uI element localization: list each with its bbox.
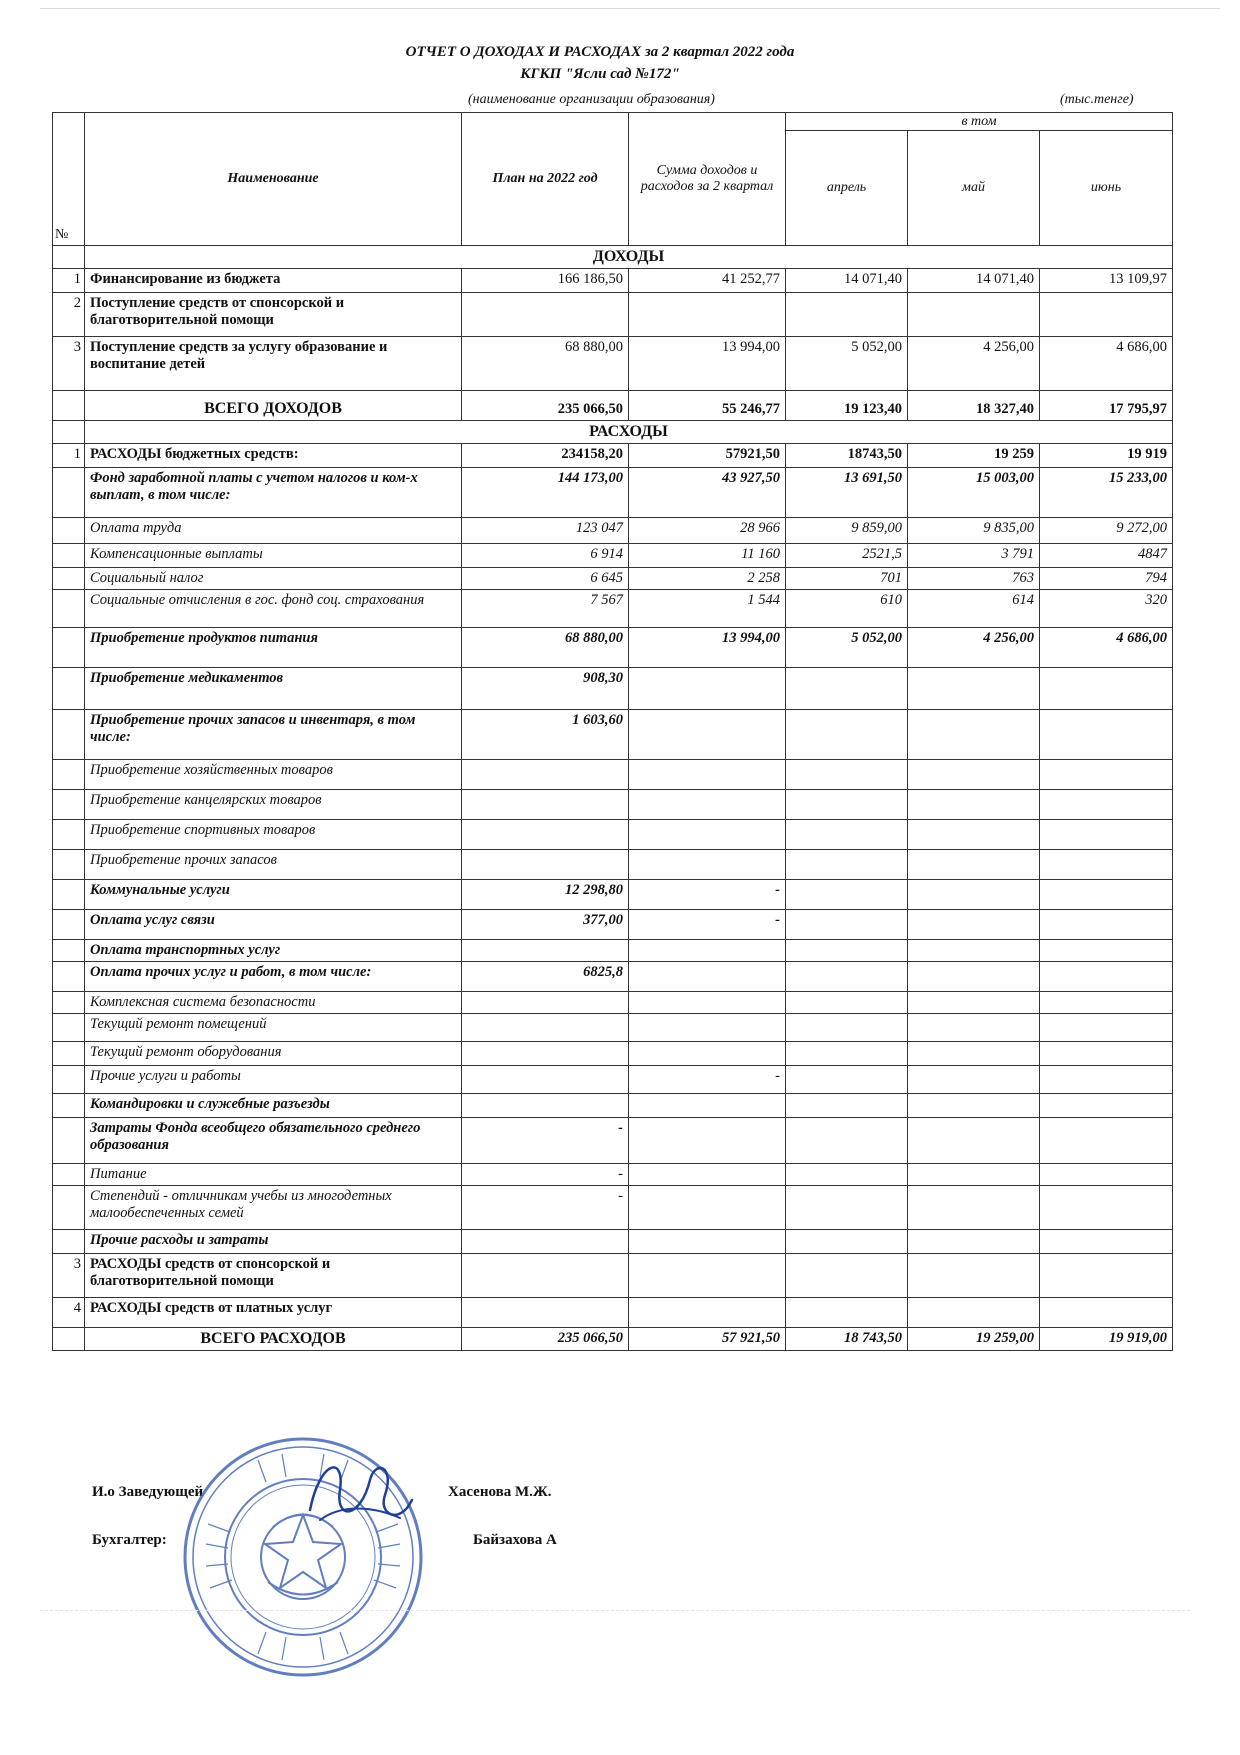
row-may: [908, 940, 1040, 962]
income-total-plan: 235 066,50: [462, 391, 629, 421]
row-april: 5 052,00: [786, 337, 908, 391]
row-number: [53, 710, 85, 760]
organization-name: КГКП "Ясли сад №172": [520, 66, 680, 82]
row-sum: 1 544: [629, 590, 786, 628]
row-june: 13 109,97: [1040, 269, 1173, 293]
row-june: [1040, 962, 1173, 992]
row-plan: 6 914: [462, 544, 629, 568]
expense-total-june: 19 919,00: [1040, 1328, 1173, 1351]
table-row: [53, 1014, 1173, 1042]
row-sum: [629, 668, 786, 710]
row-april: 14 071,40: [786, 269, 908, 293]
row-april: [786, 1186, 908, 1230]
row-number: [53, 1066, 85, 1094]
row-may: [908, 1164, 1040, 1186]
row-number: 3: [53, 337, 85, 391]
col-sum-header: Сумма доходов и расходов за 2 квартал: [629, 113, 786, 246]
row-june: 19 919: [1040, 444, 1173, 468]
report-title: ОТЧЕТ О ДОХОДАХ И РАСХОДАХ за 2 квартал 2022 года: [405, 44, 795, 60]
row-may: [908, 1042, 1040, 1066]
row-may: [908, 1094, 1040, 1118]
row-april: [786, 850, 908, 880]
row-june: [1040, 1118, 1173, 1164]
expense-total-may: 19 259,00: [908, 1328, 1040, 1351]
row-april: [786, 820, 908, 850]
row-name: Оплата прочих услуг и работ, в том числе:: [85, 962, 462, 992]
table-row: [53, 1042, 1173, 1066]
row-number: [53, 568, 85, 590]
row-plan: 6825,8: [462, 962, 629, 992]
row-april: [786, 760, 908, 790]
table-row: [53, 1186, 1173, 1230]
income-total-sum: 55 246,77: [629, 391, 786, 421]
row-sum: 41 252,77: [629, 269, 786, 293]
row-number: [53, 668, 85, 710]
row-sum: [629, 992, 786, 1014]
row-number: [53, 468, 85, 518]
expense-total-plan: 235 066,50: [462, 1328, 629, 1351]
col-may-header: май: [908, 131, 1040, 246]
row-may: [908, 710, 1040, 760]
col-group-header: в том: [786, 113, 1173, 131]
income-section-title: ДОХОДЫ: [85, 246, 1173, 269]
row-number: [53, 1042, 85, 1066]
table-row: [53, 910, 1173, 940]
row-june: 794: [1040, 568, 1173, 590]
row-name: Текущий ремонт помещений: [85, 1014, 462, 1042]
row-sum: [629, 1298, 786, 1328]
row-number: [53, 590, 85, 628]
row-april: [786, 710, 908, 760]
row-may: 4 256,00: [908, 337, 1040, 391]
row-april: 701: [786, 568, 908, 590]
row-sum: [629, 1042, 786, 1066]
row-april: [786, 1042, 908, 1066]
row-plan: [462, 992, 629, 1014]
row-plan: [462, 940, 629, 962]
row-name: Поступление средств от спонсорской и благотворительной помощи: [85, 293, 462, 337]
row-name: Затраты Фонда всеобщего обязательного среднего образования: [85, 1118, 462, 1164]
row-sum: [629, 1014, 786, 1042]
row-name: Поступление средств за услугу образование и воспитание детей: [85, 337, 462, 391]
row-plan: [462, 1014, 629, 1042]
row-sum: [629, 1230, 786, 1254]
row-june: 4 686,00: [1040, 337, 1173, 391]
row-number: [53, 1118, 85, 1164]
col-name-header: Наименование: [85, 113, 462, 246]
row-may: [908, 1118, 1040, 1164]
row-april: [786, 1066, 908, 1094]
row-may: [908, 1014, 1040, 1042]
row-sum: [629, 1254, 786, 1298]
row-name: Оплата услуг связи: [85, 910, 462, 940]
row-may: 763: [908, 568, 1040, 590]
row-april: [786, 1164, 908, 1186]
row-sum: 11 160: [629, 544, 786, 568]
row-sum: [629, 1164, 786, 1186]
row-may: 4 256,00: [908, 628, 1040, 668]
expense-section-title: РАСХОДЫ: [85, 421, 1173, 444]
table-row: [53, 1118, 1173, 1164]
row-may: [908, 910, 1040, 940]
table-row: [53, 1254, 1173, 1298]
row-may: [908, 1186, 1040, 1230]
table-row: [53, 468, 1173, 518]
row-name: Текущий ремонт оборудования: [85, 1042, 462, 1066]
row-number: [53, 628, 85, 668]
table-row: [53, 710, 1173, 760]
row-plan: 166 186,50: [462, 269, 629, 293]
table-row: [53, 293, 1173, 337]
row-april: [786, 668, 908, 710]
row-number: [53, 820, 85, 850]
row-sum: 28 966: [629, 518, 786, 544]
row-may: 9 835,00: [908, 518, 1040, 544]
row-april: [786, 1230, 908, 1254]
row-number: [53, 1014, 85, 1042]
row-plan: 68 880,00: [462, 628, 629, 668]
table-row: [53, 590, 1173, 628]
row-plan: 123 047: [462, 518, 629, 544]
row-june: 15 233,00: [1040, 468, 1173, 518]
row-sum: [629, 1118, 786, 1164]
expense-section-row: [53, 421, 1173, 444]
units-label: (тыс.тенге): [1060, 92, 1134, 107]
row-june: [1040, 880, 1173, 910]
row-plan: [462, 1066, 629, 1094]
row-number: [53, 790, 85, 820]
row-sum: 13 994,00: [629, 628, 786, 668]
table-row: [53, 880, 1173, 910]
row-plan: [462, 790, 629, 820]
accountant-name: Байзахова А: [473, 1532, 557, 1548]
row-june: [1040, 790, 1173, 820]
row-plan: -: [462, 1164, 629, 1186]
row-plan: [462, 1254, 629, 1298]
row-june: [1040, 668, 1173, 710]
row-name: Прочие расходы и затраты: [85, 1230, 462, 1254]
row-june: [1040, 1014, 1173, 1042]
row-april: [786, 293, 908, 337]
table-row: [53, 760, 1173, 790]
row-plan: 234158,20: [462, 444, 629, 468]
row-plan: [462, 1230, 629, 1254]
row-sum: [629, 790, 786, 820]
row-june: [1040, 710, 1173, 760]
organization-caption: (наименование организации образования): [468, 92, 715, 107]
row-plan: [462, 1298, 629, 1328]
row-number: [53, 992, 85, 1014]
col-june-header: июнь: [1040, 131, 1173, 246]
row-name: Социальные отчисления в гос. фонд соц. страхования: [85, 590, 462, 628]
row-sum: [629, 293, 786, 337]
row-plan: 908,30: [462, 668, 629, 710]
table-row: [53, 668, 1173, 710]
table-row: [53, 1230, 1173, 1254]
row-number: 2: [53, 293, 85, 337]
row-may: [908, 293, 1040, 337]
row-number: [53, 910, 85, 940]
row-april: 610: [786, 590, 908, 628]
row-sum: -: [629, 1066, 786, 1094]
head-role: И.о Заведующей: [92, 1484, 204, 1500]
row-name: Приобретение канцелярских товаров: [85, 790, 462, 820]
table-row: [53, 518, 1173, 544]
table-row: [53, 444, 1173, 468]
table-row: [53, 628, 1173, 668]
row-number: 3: [53, 1254, 85, 1298]
row-sum: [629, 710, 786, 760]
row-april: [786, 962, 908, 992]
row-name: Приобретение медикаментов: [85, 668, 462, 710]
income-total-may: 18 327,40: [908, 391, 1040, 421]
row-name: РАСХОДЫ средств от спонсорской и благотворительной помощи: [85, 1254, 462, 1298]
signature-scribble: [300, 1450, 420, 1540]
row-plan: [462, 820, 629, 850]
income-total-april: 19 123,40: [786, 391, 908, 421]
row-plan: [462, 293, 629, 337]
row-plan: 377,00: [462, 910, 629, 940]
row-may: [908, 880, 1040, 910]
row-june: [1040, 1230, 1173, 1254]
row-number: [53, 518, 85, 544]
row-may: [908, 820, 1040, 850]
row-name: Приобретение прочих запасов и инвентаря, в том числе:: [85, 710, 462, 760]
row-plan: 144 173,00: [462, 468, 629, 518]
table-row: [53, 544, 1173, 568]
row-june: [1040, 293, 1173, 337]
row-may: 614: [908, 590, 1040, 628]
expense-total-label: ВСЕГО РАСХОДОВ: [85, 1328, 462, 1351]
row-april: [786, 790, 908, 820]
row-name: РАСХОДЫ бюджетных средств:: [85, 444, 462, 468]
row-may: 14 071,40: [908, 269, 1040, 293]
table-row: [53, 790, 1173, 820]
row-may: [908, 668, 1040, 710]
row-sum: [629, 962, 786, 992]
row-june: 9 272,00: [1040, 518, 1173, 544]
row-number: [53, 1230, 85, 1254]
row-june: 320: [1040, 590, 1173, 628]
row-april: 5 052,00: [786, 628, 908, 668]
row-sum: [629, 940, 786, 962]
row-sum: [629, 760, 786, 790]
row-april: [786, 1094, 908, 1118]
row-june: [1040, 1298, 1173, 1328]
row-sum: [629, 850, 786, 880]
row-plan: -: [462, 1118, 629, 1164]
row-april: [786, 1014, 908, 1042]
row-name: Коммунальные услуги: [85, 880, 462, 910]
row-june: [1040, 760, 1173, 790]
row-name: Приобретение продуктов питания: [85, 628, 462, 668]
row-june: [1040, 1254, 1173, 1298]
row-plan: 6 645: [462, 568, 629, 590]
row-june: [1040, 940, 1173, 962]
row-april: 9 859,00: [786, 518, 908, 544]
table-row: [53, 1298, 1173, 1328]
row-april: [786, 910, 908, 940]
row-june: [1040, 1094, 1173, 1118]
table-row: [53, 820, 1173, 850]
row-sum: 13 994,00: [629, 337, 786, 391]
income-total-june: 17 795,97: [1040, 391, 1173, 421]
row-name: Приобретение хозяйственных товаров: [85, 760, 462, 790]
col-plan-header: План на 2022 год: [462, 113, 629, 246]
row-name: Приобретение спортивных товаров: [85, 820, 462, 850]
row-june: [1040, 992, 1173, 1014]
row-number: 1: [53, 269, 85, 293]
row-plan: [462, 1042, 629, 1066]
income-total-row: [53, 391, 1173, 421]
row-may: 3 791: [908, 544, 1040, 568]
row-number: 4: [53, 1298, 85, 1328]
row-name: Оплата труда: [85, 518, 462, 544]
row-sum: [629, 820, 786, 850]
row-june: [1040, 1042, 1173, 1066]
income-expense-table: [52, 112, 1173, 1351]
table-row: [53, 992, 1173, 1014]
row-name: Командировки и служебные разъезды: [85, 1094, 462, 1118]
row-name: Комплексная система безопасности: [85, 992, 462, 1014]
row-may: [908, 992, 1040, 1014]
row-name: Прочие услуги и работы: [85, 1066, 462, 1094]
row-plan: [462, 760, 629, 790]
row-may: [908, 1066, 1040, 1094]
row-name: Социальный налог: [85, 568, 462, 590]
row-april: [786, 880, 908, 910]
table-row: [53, 850, 1173, 880]
row-plan: 12 298,80: [462, 880, 629, 910]
row-may: [908, 790, 1040, 820]
scan-artifact-line: [40, 1610, 1190, 1611]
row-name: Финансирование из бюджета: [85, 269, 462, 293]
income-section-row: [53, 246, 1173, 269]
row-june: 4 686,00: [1040, 628, 1173, 668]
table-body: [53, 246, 1173, 1351]
row-may: [908, 1230, 1040, 1254]
row-may: [908, 1254, 1040, 1298]
row-april: [786, 1118, 908, 1164]
col-number-header: №: [53, 113, 85, 246]
row-number: [53, 940, 85, 962]
row-sum: 2 258: [629, 568, 786, 590]
row-june: [1040, 910, 1173, 940]
row-june: [1040, 820, 1173, 850]
accountant-role: Бухгалтер:: [92, 1532, 167, 1548]
row-june: [1040, 1066, 1173, 1094]
row-may: 19 259: [908, 444, 1040, 468]
row-april: 2521,5: [786, 544, 908, 568]
row-plan: -: [462, 1186, 629, 1230]
row-name: Компенсационные выплаты: [85, 544, 462, 568]
table-row: [53, 1066, 1173, 1094]
row-number: [53, 850, 85, 880]
row-june: [1040, 850, 1173, 880]
row-number: [53, 1094, 85, 1118]
row-name: Фонд заработной платы с учетом налогов и ком-х выплат, в том числе:: [85, 468, 462, 518]
row-number: [53, 760, 85, 790]
table-row: [53, 337, 1173, 391]
head-name: Хасенова М.Ж.: [448, 1484, 552, 1500]
row-june: 4847: [1040, 544, 1173, 568]
table-row: [53, 962, 1173, 992]
row-number: 1: [53, 444, 85, 468]
row-name: РАСХОДЫ средств от платных услуг: [85, 1298, 462, 1328]
table-row: [53, 568, 1173, 590]
expense-total-row: [53, 1328, 1173, 1351]
expense-total-sum: 57 921,50: [629, 1328, 786, 1351]
row-number: [53, 544, 85, 568]
row-april: [786, 940, 908, 962]
row-june: [1040, 1164, 1173, 1186]
row-name: Приобретение прочих запасов: [85, 850, 462, 880]
table-row: [53, 1164, 1173, 1186]
row-plan: 68 880,00: [462, 337, 629, 391]
row-sum: -: [629, 880, 786, 910]
row-name: Питание: [85, 1164, 462, 1186]
row-sum: -: [629, 910, 786, 940]
row-april: 13 691,50: [786, 468, 908, 518]
row-plan: 7 567: [462, 590, 629, 628]
row-sum: 57921,50: [629, 444, 786, 468]
row-number: [53, 1164, 85, 1186]
scan-edge-line: [40, 8, 1220, 9]
row-april: [786, 1298, 908, 1328]
income-total-label: ВСЕГО ДОХОДОВ: [85, 391, 462, 421]
row-april: [786, 992, 908, 1014]
row-number: [53, 962, 85, 992]
row-number: [53, 1186, 85, 1230]
row-name: Степендий - отличникам учебы из многодетных малообеспеченных семей: [85, 1186, 462, 1230]
row-may: 15 003,00: [908, 468, 1040, 518]
row-may: [908, 962, 1040, 992]
row-april: [786, 1254, 908, 1298]
row-sum: [629, 1094, 786, 1118]
row-plan: [462, 1094, 629, 1118]
row-may: [908, 850, 1040, 880]
row-april: 18743,50: [786, 444, 908, 468]
row-sum: [629, 1186, 786, 1230]
row-may: [908, 760, 1040, 790]
row-sum: 43 927,50: [629, 468, 786, 518]
row-number: [53, 880, 85, 910]
table-row: [53, 269, 1173, 293]
row-june: [1040, 1186, 1173, 1230]
table-row: [53, 940, 1173, 962]
row-name: Оплата транспортных услуг: [85, 940, 462, 962]
col-april-header: апрель: [786, 131, 908, 246]
row-may: [908, 1298, 1040, 1328]
table-row: [53, 1094, 1173, 1118]
row-plan: [462, 850, 629, 880]
row-plan: 1 603,60: [462, 710, 629, 760]
expense-total-april: 18 743,50: [786, 1328, 908, 1351]
